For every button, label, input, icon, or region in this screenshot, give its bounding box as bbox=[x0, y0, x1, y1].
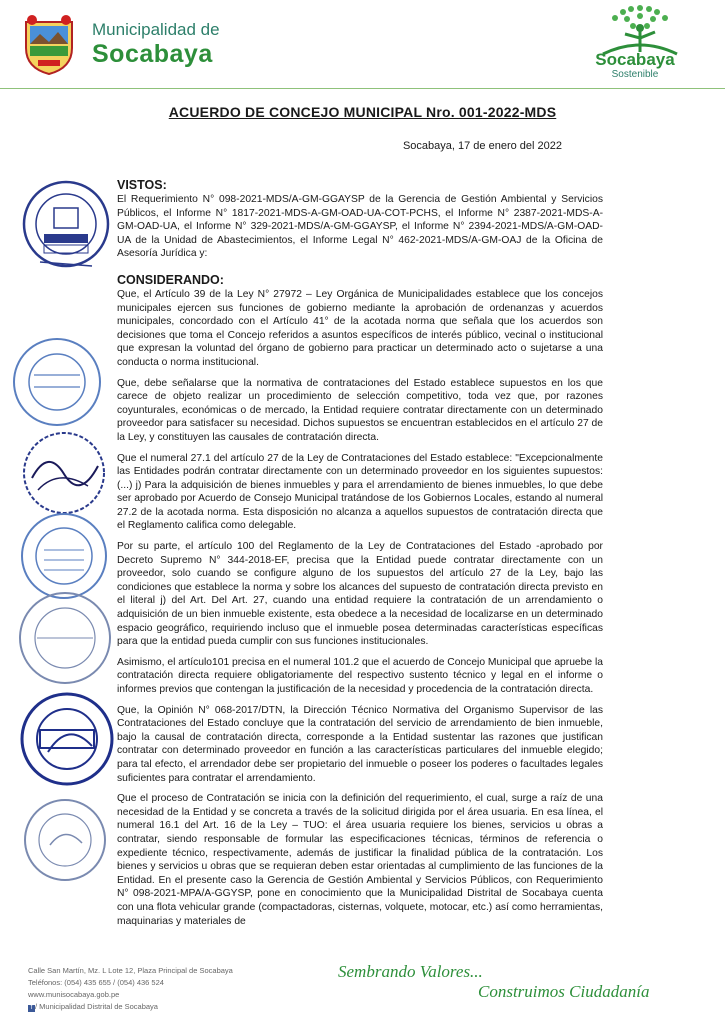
considerando-paragraph: Que, debe señalarse que la normativa de contrataciones del Estado establece supuestos en los que carece de objeto realizar un procedimiento de selección competitivo, toda vez que, por razones coyunturales, económicas o de mercado, la Entidad requiere contratar directamente con un determinado proveedor para satisfacer su necesidad. Dichos supuestos se encuentran establecidos en el artículo 27 de la Ley, y constituyen las causales de contratación directa. bbox=[117, 377, 603, 443]
document-title: ACUERDO DE CONCEJO MUNICIPAL Nro. 001-2022-MDS bbox=[168, 104, 557, 120]
footer-address: Calle San Martín, Mz. L Lote 12, Plaza Principal de Socabaya bbox=[28, 966, 233, 975]
considerando-paragraph: Asimismo, el artículo101 precisa en el numeral 101.2 que el acuerdo de Concejo Municipal que apruebe la contratación directa requiere obligatoriamente del respectivo sustento técnico y legal en el informe o informes previos que contengan la justificación de la necesidad y procedencia de la contratación directa. bbox=[117, 656, 603, 695]
signature-stamp bbox=[18, 428, 110, 518]
brand-name: Socabaya bbox=[595, 50, 675, 69]
distrital-stamp bbox=[20, 795, 110, 885]
municipal-crest-logo bbox=[20, 12, 78, 76]
document-date: Socabaya, 17 de enero del 2022 bbox=[402, 140, 562, 152]
facebook-label: / Municipalidad Distrital de Socabaya bbox=[35, 1002, 158, 1011]
header-divider bbox=[0, 88, 725, 89]
footer-website[interactable]: www.munisocabaya.gob.pe bbox=[28, 990, 120, 999]
slogan-line-2: Construimos Ciudadanía bbox=[478, 982, 650, 1001]
document-body bbox=[117, 178, 603, 935]
vistos-paragraph: El Requerimiento N° 098-2021-MDS/A-GM-GGAYSP de la Gerencia de Gestión Ambiental y Servicios Públicos, el Informe N° 1817-2021-MDS-A-GM-OAD-UA-COT-PCHS, el Informe N° 2387-2021-MDS-A-GM-OAD-UA, el Informe N° 329-2021-MDS/A-GM-GGAYSP, el Informe N° 2394-2021-MDS/A-GM-OAD-UA de la Unidad de Abastecimientos, el Informe Legal N° 462-2021-MDS/A-GM-OAJ de la Oficina de Asesoría Jurídica y: bbox=[117, 194, 603, 260]
administracion-stamp bbox=[15, 588, 115, 688]
considerando-paragraph: Que, el Artículo 39 de la Ley N° 27972 – Ley Orgánica de Municipalidades establece que los concejos municipales ejercen sus funciones de gobierno mediante la aprobación de ordenanzas y acuerdos municipales, concordado con el Artículo 41° de la acotada norma que señala que los acuerdos son decisiones que toma el Concejo referidos a asuntos específicos de interés público, vecinal o institucional que expresan la voluntad del órgano de gobierno para practicar un determinado acto o sujetarse a una conducta o norma institucional. bbox=[117, 288, 603, 368]
footer-facebook[interactable] bbox=[28, 1002, 158, 1012]
socabaya-sostenible-logo bbox=[585, 4, 695, 56]
alcaldia-seal-stamp bbox=[20, 178, 112, 270]
gerencia-municipal-stamp bbox=[10, 335, 105, 430]
municipality-name: Socabaya bbox=[92, 40, 213, 68]
brand-tagline: Sostenible bbox=[611, 69, 659, 80]
considerando-heading: CONSIDERANDO: bbox=[117, 272, 224, 287]
vistos-heading: VISTOS: bbox=[117, 178, 167, 192]
facebook-icon: f bbox=[28, 1005, 35, 1012]
slogan-line-1: Sembrando Valores... bbox=[338, 962, 483, 981]
letterhead bbox=[0, 0, 725, 90]
page-footer bbox=[0, 958, 725, 1024]
considerando-paragraph: Que, la Opinión N° 068-2017/DTN, la Dirección Técnico Normativa del Organismo Supervisor de las Contrataciones del Estado concluye que la contratación del servicio de arrendamiento de bien inmueble, bajo la causal de contratación directa, corresponde a la Entidad sustentar las razones que justifican contratar con determinado proveedor en función a las características particulares del inmueble elegido; para tal efecto, el arrendador debe ser propietario del inmueble o poseer los poderes o facultades legales suficientes para contratar el arrendamiento. bbox=[117, 704, 603, 784]
considerando-paragraph: Por su parte, el artículo 100 del Reglamento de la Ley de Contrataciones del Estado -aprobado por Decreto Supremo N° 344-2018-EF, precisa que la Entidad puede contratar directamente con un proveedor, solo cuando se configure alguno de los supuestos del artículo 27 de la Ley, bajo las condiciones que establece la norma y sobre los alcances del supuesto de contratación directa previsto en el literal j) del Art. Del Art. 27, cuando una entidad requiere la contratación de un arrendamiento o adquisición de un bien inmueble existente, esta obedece a la necesidad de localizarse en un determinado espacio geográfico, requiriendo incluso que el inmueble posea determinadas características específicas para que la entidad pueda cumplir con sus funciones institucionales. bbox=[117, 541, 603, 648]
footer-phones: Teléfonos: (054) 435 655 / (054) 436 524 bbox=[28, 978, 164, 987]
municipality-label-small: Municipalidad de bbox=[92, 20, 220, 39]
considerando-paragraph: Que el proceso de Contratación se inicia con la definición del requerimiento, el cual, surge a raíz de una necesidad de la Entidad y se concreta a través de la solicitud dirigida por el área usuaria. En esa línea, el numeral 16.1 del Art. 16 de la Ley – TUO: el área usuaria requiere los bienes, servicios u obras a contratar, siendo responsable de formular las especificaciones técnicas, términos de referencia o expediente técnico, respectivamente, además de justificar la finalidad pública de la contratación. Los bienes y servicios u obras que se requieran deben estar orientadas al cumplimiento de las funciones de la Entidad. En el presente caso la Gerencia de Gestión Ambiental y Servicios Públicos, con Requerimiento N° 098-2021-MPA/A-GGYSP, pone en conocimiento que la Municipalidad Distrital de Socabaya cuenta con una flota vehicular grande (compactadoras, cisternas, volquete, motocar, etc.) así como herramientas, maquinarias y materiales de bbox=[117, 793, 603, 927]
considerando-paragraph: Que el numeral 27.1 del artículo 27 de la Ley de Contrataciones del Estado establece: "Excepcionalmente las Entidades podrán contratar directamente con un determinado proveedor en los siguientes supuestos: (...) j) Para la adquisición de bienes inmuebles y para el arrendamiento de bienes inmuebles, lo que debe ser aprobado por Acuerdo de Consejo Municipal tratándose de los Gobiernos Locales, estando al numeral 27.2 de la acotada norma. Esta disposición no alcanza a aquellos supuestos de contratación directa que el Reglamento califica como delegable. bbox=[117, 452, 603, 532]
secretaria-general-stamp bbox=[18, 690, 116, 788]
